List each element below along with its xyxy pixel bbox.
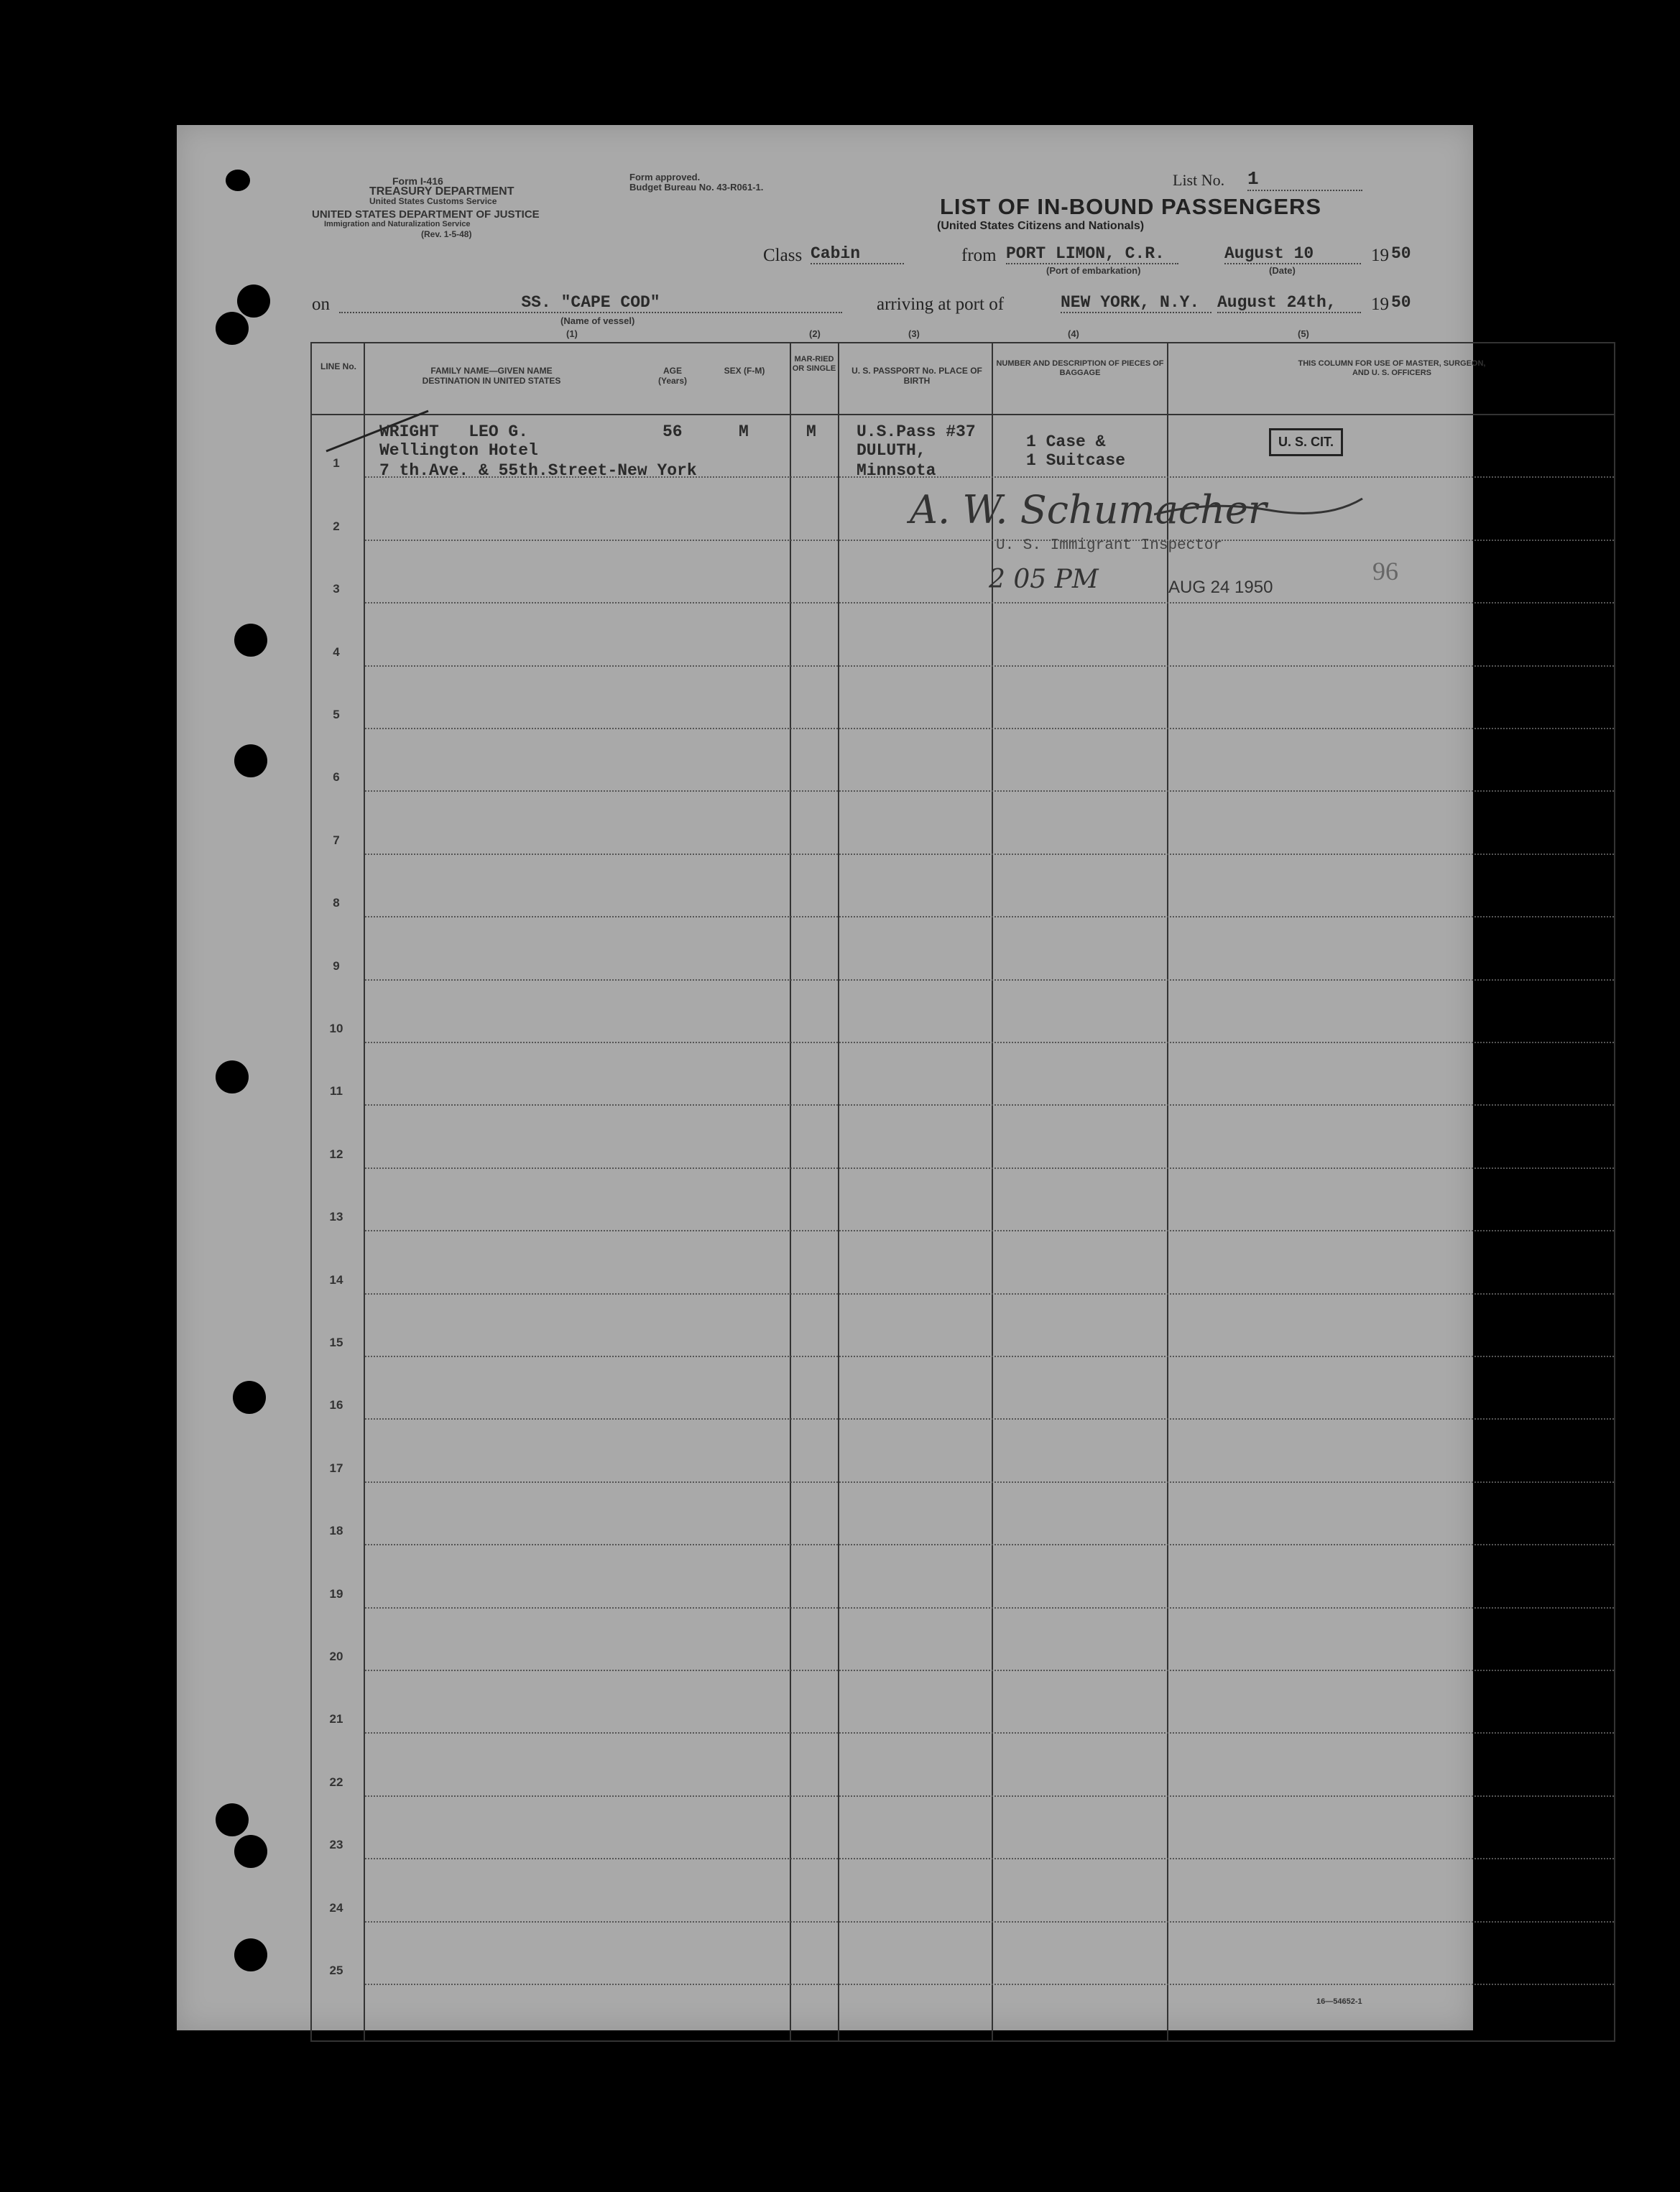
list-title: LIST OF IN-BOUND PASSENGERS — [940, 194, 1322, 219]
line-number: 10 — [329, 1022, 343, 1035]
row-rule — [365, 916, 1614, 917]
signature-flourish — [1154, 493, 1370, 522]
row-rule — [365, 979, 1614, 981]
row-rule — [365, 1670, 1614, 1671]
form-approved: Form approved. — [629, 172, 701, 182]
list-no-label: List No. — [1173, 171, 1225, 189]
row-rule — [365, 1984, 1614, 1985]
header-married: MAR-RIED OR SINGLE — [792, 355, 836, 373]
punch-hole — [234, 624, 267, 657]
line-number: 23 — [329, 1838, 343, 1852]
row-rule — [365, 1732, 1614, 1734]
row-rule — [365, 1481, 1614, 1483]
header-sex: SEX (F-M) — [724, 366, 765, 376]
vessel-caption: (Name of vessel) — [560, 315, 635, 326]
row-rule — [365, 1858, 1614, 1859]
punch-hole — [237, 285, 270, 318]
year-prefix: 19 — [1371, 246, 1389, 265]
line-number: 16 — [329, 1398, 343, 1412]
col-divider — [790, 342, 791, 2042]
line-number: 15 — [329, 1336, 343, 1349]
line-number: 1 — [333, 456, 340, 471]
col-divider — [992, 342, 993, 2042]
immigration-service: Immigration and Naturalization Service — [324, 220, 471, 228]
line-number: 17 — [329, 1461, 343, 1475]
row-rule — [365, 1921, 1614, 1923]
treasury-department: TREASURY DEPARTMENT — [369, 185, 514, 198]
row-rule — [365, 1544, 1614, 1545]
port-caption: (Port of embarkation) — [1046, 265, 1141, 276]
us-citizen-stamp: U. S. CIT. — [1269, 428, 1343, 456]
line-number: 3 — [333, 582, 340, 596]
footer-code: 16—54652-1 — [1316, 1997, 1362, 2006]
line-number: 5 — [333, 708, 340, 721]
punch-hole — [216, 1060, 249, 1093]
line-number: 7 — [333, 833, 340, 847]
from-label: from — [961, 246, 997, 265]
punch-hole — [234, 1835, 267, 1868]
punch-hole — [216, 312, 249, 345]
row-rule — [365, 790, 1614, 792]
line-number: 4 — [333, 644, 340, 659]
line-number: 25 — [329, 1964, 343, 1977]
punch-hole — [233, 1381, 266, 1414]
arr-year-prefix: 19 — [1371, 295, 1389, 314]
passenger-sex: M — [739, 422, 749, 441]
destination-line-2: 7 th.Ave. & 55th.Street-New York — [379, 461, 697, 480]
passenger-marital: M — [806, 422, 816, 441]
row-rule — [365, 1795, 1614, 1797]
record-number: 96 — [1372, 557, 1398, 586]
row-rule — [365, 1167, 1614, 1169]
row-rule — [365, 602, 1614, 604]
row-rule — [365, 665, 1614, 667]
punch-hole — [216, 1803, 249, 1836]
punch-hole — [234, 744, 267, 777]
header-line-no: LINE No. — [320, 361, 356, 371]
row-rule — [365, 1356, 1614, 1357]
line-number: 14 — [329, 1272, 343, 1287]
line-number: 11 — [330, 1084, 343, 1099]
year-suffix: 50 — [1391, 244, 1411, 263]
ink-blot — [226, 170, 250, 191]
line-number: 9 — [333, 958, 340, 973]
customs-service: United States Customs Service — [369, 196, 497, 206]
list-subtitle: (United States Citizens and Nationals) — [937, 220, 1145, 232]
arriving-label: arriving at port of — [877, 295, 1005, 314]
list-no-value: 1 — [1247, 168, 1362, 191]
budget-bureau: Budget Bureau No. 43-R061-1. — [629, 182, 764, 193]
row-rule — [365, 1104, 1614, 1106]
header-officers: THIS COLUMN FOR USE OF MASTER, SURGEON, AND U. S. OFFICERS — [1298, 359, 1486, 377]
line-number: 20 — [329, 1650, 343, 1663]
embarkation-date: August 10 — [1224, 244, 1361, 264]
justice-department: UNITED STATES DEPARTMENT OF JUSTICE — [312, 208, 540, 221]
col-divider — [838, 342, 839, 2042]
punch-hole — [234, 1938, 267, 1971]
line-number: 6 — [333, 770, 340, 785]
line-number: 18 — [329, 1524, 343, 1538]
arrival-port: NEW YORK, N.Y. — [1061, 293, 1211, 313]
line-number: 22 — [329, 1775, 343, 1789]
line-number: 19 — [329, 1586, 343, 1601]
row-rule — [365, 1607, 1614, 1609]
row-rule — [365, 1418, 1614, 1420]
inspection-time: 2 05 PM — [989, 565, 1099, 594]
header-baggage: NUMBER AND DESCRIPTION OF PIECES OF BAGGAGE — [996, 359, 1164, 377]
class-value: Cabin — [811, 244, 904, 264]
inspection-date-stamp: AUG 24 1950 — [1168, 578, 1273, 597]
header-passport: U. S. PASSPORT No. PLACE OF BIRTH — [851, 366, 982, 386]
passport-number: U.S.Pass #37 — [857, 422, 976, 441]
form-number: Form I-416 — [392, 175, 443, 187]
header-divider — [310, 414, 1615, 415]
baggage-line-2: 1 Suitcase — [1026, 451, 1126, 470]
header-name-destination: FAMILY NAME—GIVEN NAME DESTINATION IN UNITED STATES — [422, 366, 561, 386]
row-rule — [365, 1230, 1614, 1231]
col-num-3: (3) — [908, 328, 920, 339]
col-divider — [364, 342, 365, 2042]
passenger-table — [310, 342, 1615, 2042]
row-rule — [365, 728, 1614, 729]
line-number: 24 — [329, 1900, 343, 1915]
row-rule — [365, 540, 1614, 541]
line-number: 13 — [329, 1210, 343, 1224]
line-number: 8 — [333, 896, 340, 910]
date-caption: (Date) — [1269, 265, 1296, 276]
passenger-name: WRIGHT LEO G. — [379, 422, 529, 441]
col-num-2: (2) — [809, 328, 821, 339]
class-label: Class — [763, 246, 803, 265]
baggage-line-1: 1 Case & — [1026, 433, 1106, 451]
passenger-age: 56 — [663, 422, 683, 441]
embarkation-port: PORT LIMON, C.R. — [1006, 244, 1178, 264]
form-sheet — [177, 125, 1486, 2030]
vessel-name: SS. "CAPE COD" — [339, 293, 842, 313]
destination-line-1: Wellington Hotel — [379, 441, 538, 460]
on-label: on — [312, 295, 330, 314]
col-num-5: (5) — [1298, 328, 1309, 339]
inspector-title: U. S. Immigrant Inspector — [996, 537, 1223, 554]
birth-place-1: DULUTH, — [857, 441, 926, 460]
vessel-col-num: (1) — [566, 328, 578, 339]
col-num-4: (4) — [1068, 328, 1079, 339]
line-number: 2 — [333, 519, 340, 533]
birth-place-2: Minnsota — [857, 461, 936, 480]
row-rule — [365, 1293, 1614, 1295]
row-rule — [365, 854, 1614, 855]
revision-date: (Rev. 1-5-48) — [421, 229, 472, 239]
line-number: 12 — [329, 1147, 343, 1161]
arr-year-suffix: 50 — [1391, 293, 1411, 312]
line-number: 21 — [329, 1712, 343, 1726]
arrival-date: August 24th, — [1217, 293, 1361, 313]
header-age: AGE (Years) — [657, 366, 688, 386]
inspector-signature: A. W. Schumacher — [910, 487, 1267, 532]
row-rule — [365, 1042, 1614, 1043]
